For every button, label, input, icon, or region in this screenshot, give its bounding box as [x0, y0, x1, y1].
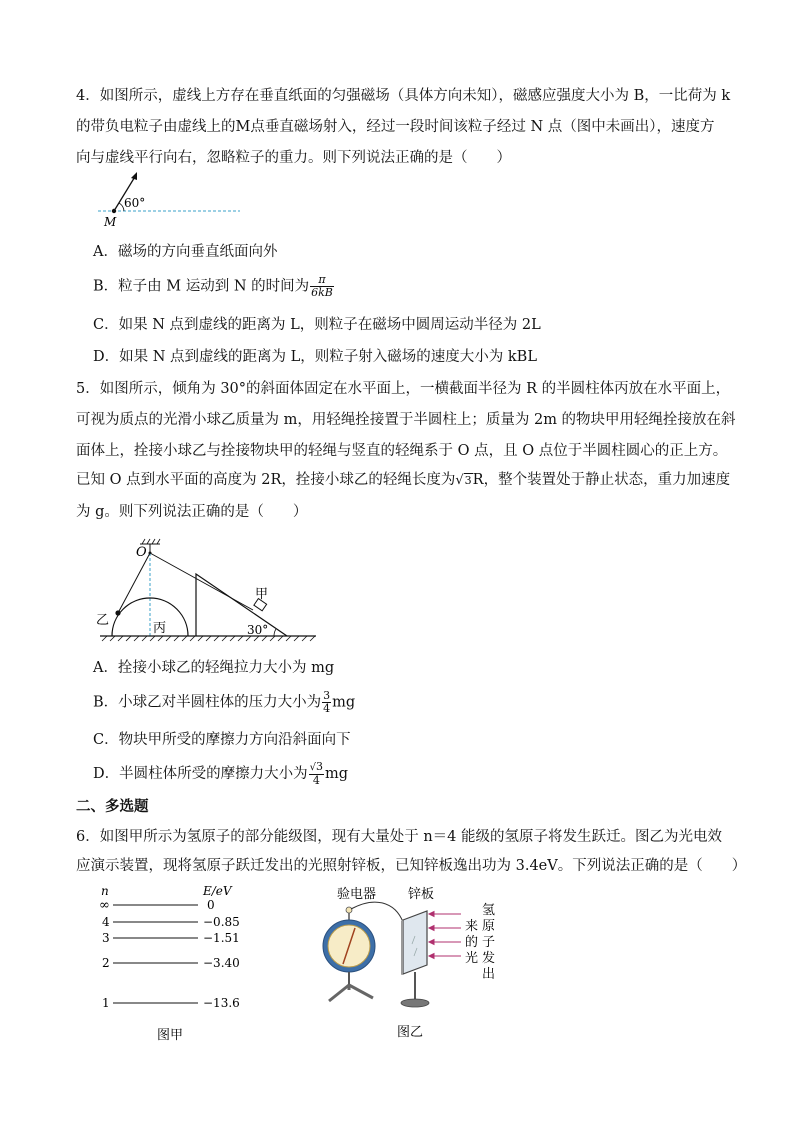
- q4-figure: [90, 168, 250, 230]
- light-label-3: 光: [465, 951, 479, 966]
- ground-hatch: [102, 636, 315, 641]
- label-bing: 丙: [153, 621, 167, 636]
- q5-figure: [90, 538, 320, 648]
- q5-line4-text-b: R，整个装置处于静止状态，重力加速度: [472, 472, 731, 488]
- source-label-1: 氢: [482, 903, 496, 918]
- fraction-denominator: 4: [312, 774, 320, 787]
- arrow-head-icon: [131, 172, 137, 180]
- radicand: 3: [464, 474, 472, 487]
- light-label-2: 的: [465, 935, 479, 950]
- photoelectric-apparatus: [315, 884, 515, 1049]
- q5-line4-text-a: 已知 O 点到水平面的高度为 2R，拴接小球乙的轻绳长度为: [76, 472, 456, 488]
- radical-icon: √: [309, 762, 316, 773]
- q4-option-d: D．如果 N 点到虚线的距离为 L，则粒子射入磁场的速度大小为 kBL: [93, 349, 537, 365]
- plate-stand-base: [401, 999, 429, 1007]
- incline-angle-arc: [274, 629, 276, 636]
- point-m-label: M: [104, 215, 117, 229]
- source-label-3: 子: [482, 935, 496, 950]
- q5-option-d-text: D．半圆柱体所受的摩擦力大小为: [93, 766, 308, 782]
- n-axis-label: n: [101, 884, 109, 898]
- zinc-plate-label: 锌板: [408, 887, 435, 902]
- level-4-n: 4: [102, 915, 110, 929]
- radical-icon: √: [455, 473, 464, 488]
- level-4-energy: −0.85: [203, 915, 240, 929]
- q5-option-c: C．物块甲所受的摩擦力方向沿斜面向下: [93, 732, 351, 748]
- source-label-4: 发: [482, 951, 496, 966]
- zinc-plate: [403, 911, 427, 974]
- incident-light-arrows: [429, 912, 461, 959]
- label-jia: 甲: [255, 587, 269, 602]
- rope-to-ball: [118, 553, 150, 613]
- sqrt-expression: [455, 472, 472, 488]
- fraction-denominator: 4: [323, 702, 331, 715]
- q5-option-b-text: B．小球乙对半圆柱体的压力大小为: [93, 694, 322, 711]
- angle-label: 60°: [124, 196, 146, 210]
- electroscope-top-ball: [346, 907, 352, 913]
- q6-stem-line2: 应演示装置，现将氢原子跃迁发出的光照射锌板，已知锌板逸出功为 3.4eV。下列说法正确的是（ ）: [76, 858, 747, 874]
- radicand: 3: [316, 760, 323, 773]
- q4-stem-line3: 向与虚线平行向右，忽略粒子的重力。则下列说法正确的是（ ）: [76, 150, 511, 166]
- electroscope-tripod: [329, 985, 373, 1001]
- q4-option-b-fraction: [310, 274, 334, 299]
- q5-option-b-fraction: [322, 690, 331, 715]
- q5-option-d-fraction: [309, 761, 324, 787]
- figure-b-caption: 图乙: [397, 1025, 424, 1040]
- fraction-numerator: π: [310, 274, 334, 287]
- q5-stem-line5: 为 g。则下列说法正确的是（ ）: [76, 504, 308, 520]
- connecting-wire: [351, 902, 403, 922]
- q5-stem-line2: 可视为质点的光滑小球乙质量为 m，用轻绳拴接置于半圆柱上；质量为 2m 的物块甲用轻绳拴接放在斜: [76, 412, 736, 428]
- q5-option-b: [93, 690, 355, 715]
- q5-stem-line1: 5．如图所示，倾角为 30°的斜面体固定在水平面上，一横截面半径为 R 的半圆柱体丙放在水平面上，: [76, 381, 731, 397]
- level-1-n: 1: [102, 996, 110, 1010]
- energy-axis-label: E/eV: [203, 884, 232, 898]
- incline-angle-label: 30°: [247, 623, 269, 637]
- q5-option-b-unit: mg: [332, 694, 356, 711]
- source-label-5: 出: [482, 967, 496, 982]
- q5-stem-line4: [76, 468, 730, 489]
- source-label-2: 原: [482, 919, 496, 934]
- infinity-label: ∞: [99, 898, 110, 913]
- q5-option-a: A．拴接小球乙的轻绳拉力大小为 mg: [93, 660, 335, 676]
- q5-option-d: [93, 761, 348, 787]
- q4-option-a: A．磁场的方向垂直纸面向外: [93, 244, 278, 260]
- fraction-denominator: 6kB: [311, 286, 333, 299]
- level-2-n: 2: [102, 956, 110, 970]
- q4-option-c: C．如果 N 点到虚线的距离为 L，则粒子在磁场中圆周运动半径为 2L: [93, 317, 541, 333]
- electroscope-label: 验电器: [337, 887, 377, 902]
- fraction-numerator: 3: [323, 689, 331, 702]
- level-2-energy: −3.40: [203, 956, 240, 970]
- level-3-n: 3: [102, 931, 110, 945]
- q6-stem-line1: 6．如图甲所示为氢原子的部分能级图，现有大量处于 n＝4 能级的氢原子将发生跃迁。图乙为光电效: [76, 829, 723, 845]
- q5-option-d-unit: mg: [325, 766, 349, 782]
- zinc-plate-edge: [401, 920, 403, 975]
- q4-stem-line1: 4．如图所示，虚线上方存在垂直纸面的匀强磁场（具体方向未知），磁感应强度大小为 B，一比荷为 k: [76, 88, 731, 104]
- q4-option-b: [93, 274, 335, 299]
- label-yi: 乙: [96, 613, 110, 628]
- ceiling-hatch: [142, 539, 160, 544]
- zero-energy-label: 0: [207, 898, 215, 912]
- fraction-numerator: [309, 761, 324, 775]
- energy-level-diagram: [95, 882, 255, 1047]
- figure-a-caption: 图甲: [157, 1028, 184, 1043]
- q4-option-b-text: B．粒子由 M 运动到 N 的时间为: [93, 278, 310, 295]
- q4-stem-line2: 的带负电粒子由虚线上的M点垂直磁场射入，经过一段时间该粒子经过 N 点（图中未画出），速度方: [76, 119, 715, 135]
- incline-block: [196, 574, 287, 636]
- level-3-energy: −1.51: [203, 931, 240, 945]
- q5-stem-line3: 面体上，拴接小球乙与拴接物块甲的轻绳与竖直的轻绳系于 O 点，且 O 点位于半圆柱圆心的正上方。: [76, 443, 728, 459]
- point-m-dot: [112, 209, 116, 213]
- section-heading: 二、多选题: [76, 799, 149, 815]
- label-o: O: [136, 545, 147, 560]
- level-1-energy: −13.6: [203, 996, 240, 1010]
- light-label-1: 来: [465, 919, 479, 934]
